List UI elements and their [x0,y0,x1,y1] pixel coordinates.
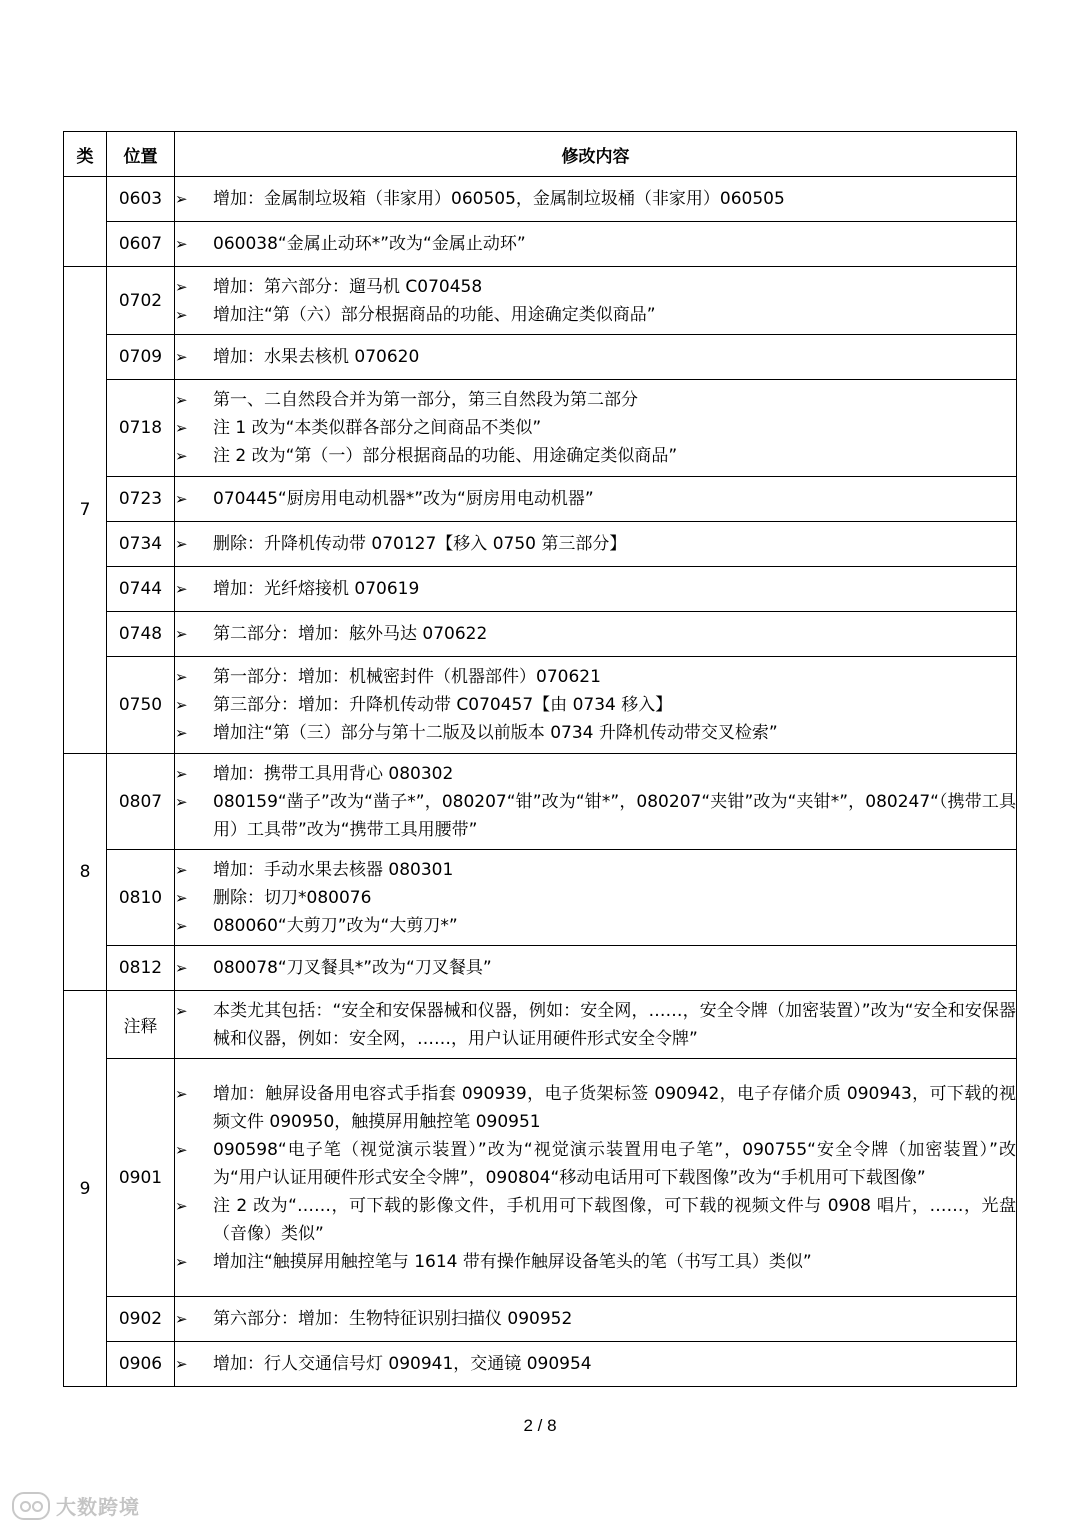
position-cell: 注释 [107,991,175,1059]
position-cell: 0603 [107,177,175,222]
table-row [64,222,1017,267]
list-item [175,1080,1016,1136]
item-text: 增加：触屏设备用电容式手指套 090939，电子货架标签 090942，电子存储介质 090943，可下载的视频文件 090950，触摸屏用触控笔 090951 [213,1083,1016,1132]
arrow-bullet-icon: ➢ [175,277,188,296]
position-cell: 0723 [107,477,175,522]
item-text: 删除：升降机传动带 070127【移入 0750 第三部分】 [213,534,627,554]
content-cell [175,850,1017,946]
header-category: 类 [64,132,107,177]
page-number: 2 / 8 [523,1416,557,1435]
item-text: 增加：水果去核机 070620 [213,347,420,367]
header-content: 修改内容 [175,132,1017,177]
table-row [64,612,1017,657]
list-item [175,1305,1016,1333]
arrow-bullet-icon: ➢ [175,1140,188,1159]
arrow-bullet-icon: ➢ [175,668,188,686]
list-item [175,1136,1016,1192]
list-item [175,620,1016,648]
item-text: 增加：携带工具用背心 080302 [213,763,454,784]
arrow-bullet-icon: ➢ [175,764,188,783]
arrow-bullet-icon: ➢ [175,305,188,324]
arrow-bullet-icon: ➢ [175,190,188,208]
position-cell: 0718 [107,380,175,477]
item-text: 增加：第六部分：遛马机 C070458 [213,276,483,297]
category-cell: 8 [64,754,107,991]
item-text: 增加：光纤熔接机 070619 [213,579,420,599]
item-text: 增加注“第（三）部分与第十二版及以前版本 0734 升降机传动带交叉检索” [213,723,778,743]
item-text: 第一、二自然段合并为第一部分，第三自然段为第二部分 [213,390,638,410]
category-cell: 7 [64,267,107,754]
item-text: 090598“电子笔（视觉演示装置）”改为“视觉演示装置用电子笔”，090755“安全令牌（加密装置）”改为“用户认证用硬件形式安全令牌”，090804“移动电话用可下载图像”改为“手机用可下载图像” [213,1139,1016,1188]
item-text: 增加：手动水果去核器 080301 [213,859,454,880]
category-cell [64,177,107,267]
content-cell [175,522,1017,567]
item-text: 第六部分：增加：生物特征识别扫描仪 090952 [213,1309,573,1329]
item-text: 第二部分：增加：舷外马达 070622 [213,624,488,644]
table-row [64,267,1017,335]
item-text: 注 2 改为“……，可下载的影像文件，手机用可下载图像，可下载的视频文件与 0908 唱片，……，光盘（音像）类似” [213,1195,1016,1244]
position-cell: 0807 [107,754,175,850]
item-text: 注 1 改为“本类似群各部分之间商品不类似” [213,418,542,438]
arrow-bullet-icon: ➢ [175,419,188,437]
table-row [64,477,1017,522]
position-cell: 0607 [107,222,175,267]
position-cell: 0750 [107,657,175,754]
table-row [64,335,1017,380]
watermark-logo-icon [12,1492,50,1520]
arrow-bullet-icon: ➢ [175,1084,188,1103]
list-item [175,884,1016,912]
table-row [64,991,1017,1059]
list-item [175,230,1016,258]
content-cell [175,335,1017,380]
position-cell: 0734 [107,522,175,567]
table-row [64,177,1017,222]
content-cell [175,946,1017,991]
arrow-bullet-icon: ➢ [175,959,188,977]
arrow-bullet-icon: ➢ [175,490,188,508]
arrow-bullet-icon: ➢ [175,860,188,879]
list-item [175,442,1016,470]
list-item [175,691,1016,719]
revision-table [63,131,1017,1387]
arrow-bullet-icon: ➢ [175,696,188,714]
list-item [175,343,1016,371]
item-text: 080159“凿子”改为“凿子*”，080207“钳”改为“钳*”，080207“夹钳”改为“夹钳*”，080247“（携带工具用）工具带”改为“携带工具用腰带” [213,791,1016,840]
arrow-bullet-icon: ➢ [175,235,188,253]
position-cell: 0902 [107,1297,175,1342]
list-item [175,386,1016,414]
table-row [64,850,1017,946]
position-cell: 0744 [107,567,175,612]
arrow-bullet-icon: ➢ [175,792,188,811]
content-cell [175,1297,1017,1342]
table-row [64,754,1017,850]
list-item [175,663,1016,691]
content-cell [175,1059,1017,1297]
position-cell: 0748 [107,612,175,657]
arrow-bullet-icon: ➢ [175,1196,188,1215]
list-item [175,954,1016,982]
table-body [64,177,1017,1387]
list-item [175,185,1016,213]
arrow-bullet-icon: ➢ [175,391,188,409]
list-item [175,1192,1016,1248]
table-row [64,1342,1017,1387]
item-text: 删除：切刀*080076 [213,887,372,908]
table-row [64,567,1017,612]
table-row [64,522,1017,567]
item-text: 080078“刀叉餐具*”改为“刀叉餐具” [213,958,492,978]
item-text: 增加注“第（六）部分根据商品的功能、用途确定类似商品” [213,304,656,325]
arrow-bullet-icon: ➢ [175,535,188,553]
content-cell [175,991,1017,1059]
content-cell [175,612,1017,657]
position-cell: 0702 [107,267,175,335]
arrow-bullet-icon: ➢ [175,724,188,742]
table-row [64,1059,1017,1297]
list-item [175,530,1016,558]
content-cell [175,567,1017,612]
header-position: 位置 [107,132,175,177]
position-cell: 0812 [107,946,175,991]
list-item [175,575,1016,603]
arrow-bullet-icon: ➢ [175,580,188,598]
table-header-row [64,132,1017,177]
position-cell: 0901 [107,1059,175,1297]
content-cell [175,1342,1017,1387]
list-item [175,1350,1016,1378]
arrow-bullet-icon: ➢ [175,888,188,907]
list-item [175,301,1016,329]
list-item [175,414,1016,442]
content-cell [175,222,1017,267]
arrow-bullet-icon: ➢ [175,348,188,366]
category-cell: 9 [64,991,107,1387]
arrow-bullet-icon: ➢ [175,1355,188,1373]
list-item [175,788,1016,844]
item-text: 第一部分：增加：机械密封件（机器部件）070621 [213,667,601,687]
list-item [175,912,1016,940]
position-cell: 0906 [107,1342,175,1387]
table-row [64,946,1017,991]
watermark [12,1491,140,1520]
item-text: 070445“厨房用电动机器*”改为“厨房用电动机器” [213,489,594,509]
item-text: 注 2 改为“第（一）部分根据商品的功能、用途确定类似商品” [213,446,678,466]
content-cell [175,477,1017,522]
arrow-bullet-icon: ➢ [175,916,188,935]
position-cell: 0709 [107,335,175,380]
list-item [175,485,1016,513]
item-text: 060038“金属止动环*”改为“金属止动环” [213,234,526,254]
content-cell [175,267,1017,335]
arrow-bullet-icon: ➢ [175,447,188,465]
content-cell [175,380,1017,477]
list-item [175,273,1016,301]
list-item [175,760,1016,788]
arrow-bullet-icon: ➢ [175,1252,188,1271]
content-cell [175,754,1017,850]
list-item [175,719,1016,747]
item-text: 第三部分：增加：升降机传动带 C070457【由 0734 移入】 [213,695,673,715]
position-cell: 0810 [107,850,175,946]
item-text: 本类尤其包括：“安全和安保器械和仪器，例如：安全网，……，安全令牌（加密装置）”改为“安全和安保器械和仪器，例如：安全网，……，用户认证用硬件形式安全令牌” [213,1000,1016,1049]
content-cell [175,177,1017,222]
list-item [175,856,1016,884]
table-row [64,1297,1017,1342]
content-cell [175,657,1017,754]
item-text: 增加：行人交通信号灯 090941，交通镜 090954 [213,1354,592,1374]
item-text: 增加注“触摸屏用触控笔与 1614 带有操作触屏设备笔头的笔（书写工具）类似” [213,1251,812,1272]
arrow-bullet-icon: ➢ [175,1310,188,1328]
watermark-text: 大数跨境 [56,1495,140,1519]
table-row [64,657,1017,754]
list-item [175,997,1016,1053]
item-text: 080060“大剪刀”改为“大剪刀*” [213,915,458,936]
table-row [64,380,1017,477]
arrow-bullet-icon: ➢ [175,1001,188,1020]
arrow-bullet-icon: ➢ [175,625,188,643]
list-item [175,1248,1016,1276]
item-text: 增加：金属制垃圾箱（非家用）060505，金属制垃圾桶（非家用）060505 [213,189,785,209]
